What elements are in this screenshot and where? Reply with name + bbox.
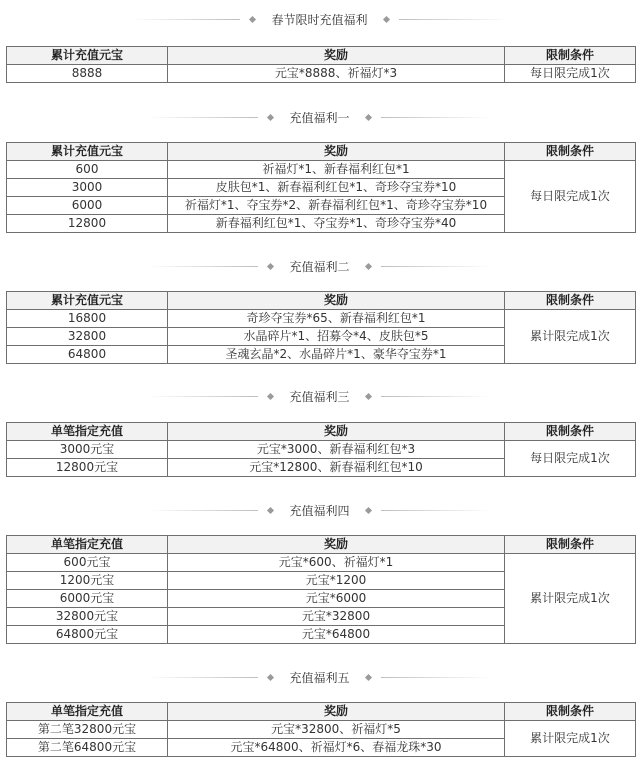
amount-cell: 64800 <box>7 346 168 364</box>
divider-line <box>381 117 491 118</box>
divider-line <box>148 266 258 267</box>
diamond-icon <box>364 392 371 399</box>
reward-cell: 元宝*6000 <box>168 590 505 608</box>
reward-table-1 <box>6 46 636 83</box>
diamond-icon <box>267 392 274 399</box>
reward-cell: 元宝*3000、新春福利红包*3 <box>168 441 505 459</box>
header-reward: 奖励 <box>168 292 505 310</box>
reward-cell: 元宝*1200 <box>168 572 505 590</box>
section-title-text: 充值福利二 <box>289 259 350 274</box>
diamond-icon <box>267 673 274 680</box>
header-reward: 奖励 <box>168 47 505 65</box>
reward-cell: 元宝*64800 <box>168 626 505 644</box>
header-condition: 限制条件 <box>505 423 636 441</box>
divider-line <box>130 19 240 20</box>
header-reward: 奖励 <box>168 703 505 721</box>
section-title-3 <box>0 257 639 275</box>
header-amount: 累计充值元宝 <box>7 292 168 310</box>
amount-cell: 12800 <box>7 215 168 233</box>
diamond-icon <box>364 262 371 269</box>
table-row <box>7 441 636 459</box>
amount-cell: 600 <box>7 161 168 179</box>
table-row <box>7 310 636 328</box>
table-header-row <box>7 536 636 554</box>
section-title-text: 充值福利三 <box>289 389 350 404</box>
reward-cell: 元宝*32800、祈福灯*5 <box>168 721 505 739</box>
section-title-6 <box>0 668 639 686</box>
amount-cell: 第二笔32800元宝 <box>7 721 168 739</box>
condition-cell: 每日限完成1次 <box>505 65 636 83</box>
diamond-icon <box>267 113 274 120</box>
divider-line <box>148 396 258 397</box>
divider-line <box>399 19 509 20</box>
amount-cell: 1200元宝 <box>7 572 168 590</box>
reward-cell: 元宝*32800 <box>168 608 505 626</box>
header-reward: 奖励 <box>168 143 505 161</box>
reward-table-4 <box>6 422 636 477</box>
divider-line <box>148 510 258 511</box>
table-header-row <box>7 292 636 310</box>
divider-line <box>381 510 491 511</box>
condition-cell: 累计限完成1次 <box>505 310 636 364</box>
header-condition: 限制条件 <box>505 143 636 161</box>
section-title-1 <box>0 10 639 28</box>
diamond-icon <box>364 113 371 120</box>
diamond-icon <box>249 15 256 22</box>
condition-cell: 每日限完成1次 <box>505 161 636 233</box>
header-reward: 奖励 <box>168 536 505 554</box>
reward-table-5 <box>6 535 636 644</box>
table-header-row <box>7 423 636 441</box>
condition-cell: 累计限完成1次 <box>505 554 636 644</box>
amount-cell: 600元宝 <box>7 554 168 572</box>
reward-cell: 奇珍夺宝券*65、新春福利红包*1 <box>168 310 505 328</box>
header-condition: 限制条件 <box>505 47 636 65</box>
reward-cell: 水晶碎片*1、招募令*4、皮肤包*5 <box>168 328 505 346</box>
header-condition: 限制条件 <box>505 292 636 310</box>
header-amount: 累计充值元宝 <box>7 47 168 65</box>
condition-cell: 每日限完成1次 <box>505 441 636 477</box>
reward-table-3 <box>6 291 636 364</box>
amount-cell: 3000元宝 <box>7 441 168 459</box>
reward-cell: 祈福灯*1、夺宝券*2、新春福利红包*1、奇珍夺宝券*10 <box>168 197 505 215</box>
amount-cell: 6000 <box>7 197 168 215</box>
table-header-row <box>7 703 636 721</box>
reward-cell: 皮肤包*1、新春福利红包*1、奇珍夺宝券*10 <box>168 179 505 197</box>
header-condition: 限制条件 <box>505 536 636 554</box>
reward-cell: 元宝*64800、祈福灯*6、春福龙珠*30 <box>168 739 505 757</box>
reward-table-2 <box>6 142 636 233</box>
amount-cell: 64800元宝 <box>7 626 168 644</box>
amount-cell: 3000 <box>7 179 168 197</box>
header-condition: 限制条件 <box>505 703 636 721</box>
reward-cell: 祈福灯*1、新春福利红包*1 <box>168 161 505 179</box>
amount-cell: 32800元宝 <box>7 608 168 626</box>
condition-cell: 累计限完成1次 <box>505 721 636 757</box>
table-row <box>7 161 636 179</box>
divider-line <box>381 396 491 397</box>
section-title-text: 充值福利四 <box>289 503 350 518</box>
amount-cell: 6000元宝 <box>7 590 168 608</box>
header-amount: 单笔指定充值 <box>7 703 168 721</box>
divider-line <box>381 266 491 267</box>
reward-table-6 <box>6 702 636 757</box>
amount-cell: 12800元宝 <box>7 459 168 477</box>
reward-cell: 新春福利红包*1、夺宝券*1、奇珍夺宝券*40 <box>168 215 505 233</box>
section-title-text: 充值福利一 <box>289 110 350 125</box>
table-row <box>7 65 636 83</box>
amount-cell: 16800 <box>7 310 168 328</box>
table-row <box>7 554 636 572</box>
diamond-icon <box>267 506 274 513</box>
reward-cell: 元宝*8888、祈福灯*3 <box>168 65 505 83</box>
diamond-icon <box>364 673 371 680</box>
header-amount: 单笔指定充值 <box>7 423 168 441</box>
table-header-row <box>7 143 636 161</box>
header-amount: 单笔指定充值 <box>7 536 168 554</box>
section-title-text: 充值福利五 <box>289 670 350 685</box>
amount-cell: 8888 <box>7 65 168 83</box>
amount-cell: 32800 <box>7 328 168 346</box>
reward-cell: 元宝*12800、新春福利红包*10 <box>168 459 505 477</box>
section-title-text: 春节限时充值福利 <box>271 12 368 27</box>
divider-line <box>148 117 258 118</box>
reward-cell: 圣魂玄晶*2、水晶碎片*1、豪华夺宝券*1 <box>168 346 505 364</box>
section-title-2 <box>0 108 639 126</box>
section-title-5 <box>0 501 639 519</box>
table-header-row <box>7 47 636 65</box>
diamond-icon <box>364 506 371 513</box>
header-amount: 累计充值元宝 <box>7 143 168 161</box>
divider-line <box>148 677 258 678</box>
amount-cell: 第二笔64800元宝 <box>7 739 168 757</box>
section-title-4 <box>0 387 639 405</box>
reward-cell: 元宝*600、祈福灯*1 <box>168 554 505 572</box>
diamond-icon <box>267 262 274 269</box>
diamond-icon <box>382 15 389 22</box>
divider-line <box>381 677 491 678</box>
table-row <box>7 721 636 739</box>
header-reward: 奖励 <box>168 423 505 441</box>
